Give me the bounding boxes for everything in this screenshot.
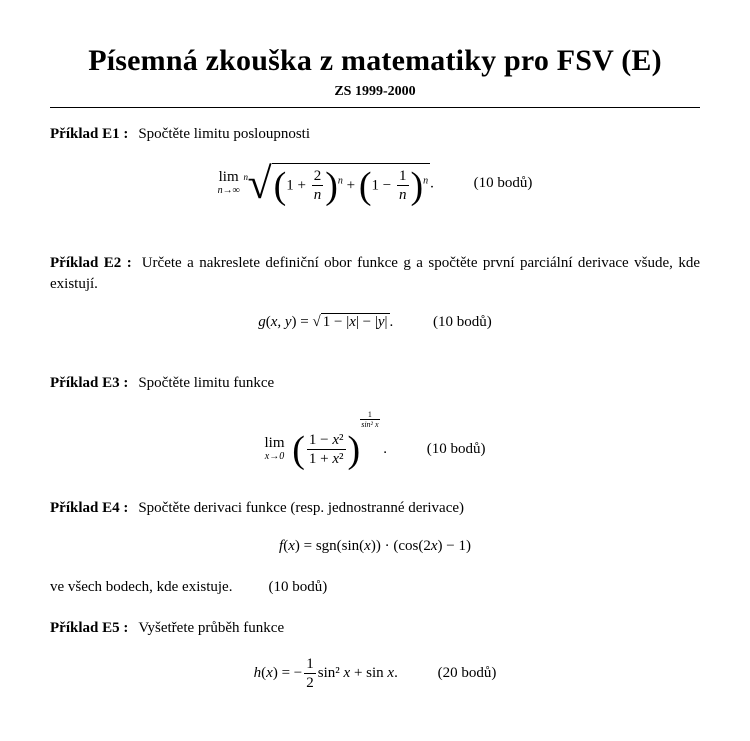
problem-e5-formula: h(x) = − $\frac{1}{2}$ sin² x + sin x. (20 bodů) [253, 656, 497, 691]
problem-e1-text: Spočtěte limitu posloupnosti [138, 126, 311, 142]
exam-title: Písemná zkouška z matematiky pro FSV (E) [88, 44, 662, 77]
problem-e5-text: Vyšetřete průběh funkce [138, 620, 285, 636]
header-rule [50, 107, 700, 108]
problem-e4-after-text: ve všech bodech, kde existuje. [50, 579, 233, 595]
problem-e2-statement [50, 253, 700, 295]
problem-e1-label: Příklad E1 : [50, 126, 129, 142]
problem-e3-statement [50, 373, 700, 394]
problem-e3-formula: lim x→0 ( $\frac{\text{1 − x²}}{\text{1 + x²}}$ ) $\frac{1}{\text{sin² x}}$ . (10 bodů) [264, 410, 486, 471]
problem-e2-label: Příklad E2 : [50, 255, 132, 271]
problem-e4-label: Příklad E4 : [50, 500, 129, 516]
problem-e4-points: (10 bodů) [268, 579, 328, 595]
problem-e1-formula: lim n→∞ n √(1 + $\frac{2}{n}$ )$^n$ + (1 − $\frac{1}{n}$ )$^n$ . (10 bodů) [217, 159, 533, 208]
problem-e4-statement [50, 498, 700, 519]
problem-e2-formula: g(x, y) = √ 1 − |x| − |y| . (10 bodů) [258, 314, 492, 330]
problem-e1-points: (10 bodů) [473, 175, 533, 192]
problem-e5-points: (20 bodů) [437, 664, 497, 681]
problem-e4-formula: f(x) = sgn(sin(x)) · (cos(2x) − 1) [279, 538, 471, 554]
problem-e2-points: (10 bodů) [433, 314, 492, 330]
problem-e1-statement [50, 124, 700, 145]
problem-e5-label: Příklad E5 : [50, 620, 129, 636]
problem-e4-text: Spočtěte derivaci funkce (resp. jednostranné derivace) [138, 500, 465, 516]
problem-e4-after [50, 577, 700, 598]
problem-e3-text: Spočtěte limitu funkce [138, 375, 275, 391]
exam-subtitle: ZS 1999-2000 [334, 84, 416, 99]
problem-e3-label: Příklad E3 : [50, 375, 129, 391]
problem-e2-text: Určete a nakreslete definiční obor funkce g a spočtěte první parciální derivace všude, kde existují. [50, 255, 700, 292]
problem-e5-statement [50, 618, 700, 639]
problem-e3-points: (10 bodů) [426, 441, 486, 457]
